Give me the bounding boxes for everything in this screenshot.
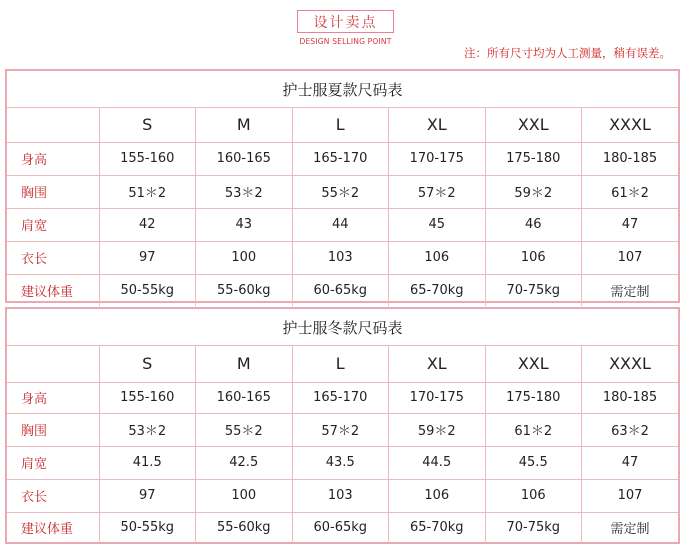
table-row [7, 274, 678, 306]
size-cell: S [99, 108, 196, 142]
table-cell: 44 [292, 208, 389, 241]
table-cell: 44.5 [389, 446, 486, 479]
table-cell: 55-60kg [196, 274, 293, 306]
table-cell: 160-165 [196, 382, 293, 413]
table-cell: 55-60kg [196, 512, 293, 543]
table-row [7, 175, 678, 208]
row-label: 建议体重 [7, 512, 99, 543]
table-row [7, 142, 678, 175]
table-row [7, 446, 678, 479]
size-cell: L [292, 346, 389, 382]
size-cell: XXXL [582, 108, 679, 142]
row-label: 肩宽 [7, 446, 99, 479]
table-cell: 100 [196, 479, 293, 512]
corner-cell [7, 108, 99, 142]
table-row [7, 208, 678, 241]
summer-size-table [5, 69, 680, 303]
table-title: 护士服冬款尺码表 [7, 309, 678, 346]
measurement-note: 注：所有尺寸均为人工测量，稍有误差。 [464, 46, 671, 60]
table-cell: 需定制 [582, 274, 679, 306]
table-cell: 47 [582, 446, 679, 479]
table-cell: 55＊2 [196, 413, 293, 446]
table-cell: 53＊2 [99, 413, 196, 446]
table-cell: 50-55kg [99, 274, 196, 306]
size-grid [7, 346, 678, 543]
row-label: 衣长 [7, 241, 99, 274]
table-cell: 103 [292, 479, 389, 512]
row-label: 胸围 [7, 413, 99, 446]
table-cell: 57＊2 [389, 175, 486, 208]
table-row [7, 512, 678, 543]
table-cell: 106 [485, 241, 582, 274]
size-header-row [7, 346, 678, 382]
table-cell: 57＊2 [292, 413, 389, 446]
row-label: 肩宽 [7, 208, 99, 241]
table-cell: 55＊2 [292, 175, 389, 208]
table-cell: 97 [99, 241, 196, 274]
table-title: 护士服夏款尺码表 [7, 71, 678, 108]
row-label: 衣长 [7, 479, 99, 512]
table-cell: 165-170 [292, 382, 389, 413]
size-cell: XL [389, 108, 486, 142]
table-cell: 106 [389, 479, 486, 512]
table-cell: 59＊2 [485, 175, 582, 208]
table-cell: 63＊2 [582, 413, 679, 446]
row-label: 身高 [7, 382, 99, 413]
table-cell: 100 [196, 241, 293, 274]
table-cell: 170-175 [389, 382, 486, 413]
table-cell: 180-185 [582, 142, 679, 175]
size-cell: XXL [485, 108, 582, 142]
table-cell: 41.5 [99, 446, 196, 479]
table-cell: 43.5 [292, 446, 389, 479]
table-cell: 165-170 [292, 142, 389, 175]
table-cell: 61＊2 [485, 413, 582, 446]
table-cell: 60-65kg [292, 274, 389, 306]
table-cell: 180-185 [582, 382, 679, 413]
section-heading: 设计卖点 [297, 10, 394, 33]
size-grid [7, 108, 678, 306]
table-cell: 53＊2 [196, 175, 293, 208]
table-cell: 155-160 [99, 142, 196, 175]
size-cell: M [196, 346, 293, 382]
table-cell: 170-175 [389, 142, 486, 175]
table-cell: 65-70kg [389, 274, 486, 306]
table-cell: 70-75kg [485, 274, 582, 306]
table-cell: 45 [389, 208, 486, 241]
table-cell: 160-165 [196, 142, 293, 175]
table-cell: 42.5 [196, 446, 293, 479]
table-cell: 需定制 [582, 512, 679, 543]
winter-size-table [5, 307, 680, 544]
table-cell: 155-160 [99, 382, 196, 413]
table-cell: 97 [99, 479, 196, 512]
size-cell: M [196, 108, 293, 142]
size-cell: XXXL [582, 346, 679, 382]
size-header-row [7, 108, 678, 142]
size-cell: L [292, 108, 389, 142]
table-cell: 65-70kg [389, 512, 486, 543]
size-cell: XXL [485, 346, 582, 382]
table-cell: 45.5 [485, 446, 582, 479]
table-cell: 175-180 [485, 142, 582, 175]
table-cell: 106 [485, 479, 582, 512]
table-cell: 61＊2 [582, 175, 679, 208]
row-label: 身高 [7, 142, 99, 175]
table-row [7, 382, 678, 413]
row-label: 建议体重 [7, 274, 99, 306]
table-cell: 107 [582, 241, 679, 274]
size-cell: S [99, 346, 196, 382]
table-cell: 43 [196, 208, 293, 241]
table-row [7, 479, 678, 512]
table-cell: 60-65kg [292, 512, 389, 543]
table-cell: 59＊2 [389, 413, 486, 446]
table-cell: 70-75kg [485, 512, 582, 543]
table-cell: 42 [99, 208, 196, 241]
table-cell: 103 [292, 241, 389, 274]
table-row [7, 413, 678, 446]
section-subheading: DESIGN SELLING POINT [299, 37, 392, 46]
table-cell: 107 [582, 479, 679, 512]
row-label: 胸围 [7, 175, 99, 208]
table-cell: 175-180 [485, 382, 582, 413]
table-cell: 46 [485, 208, 582, 241]
table-cell: 106 [389, 241, 486, 274]
corner-cell [7, 346, 99, 382]
table-cell: 47 [582, 208, 679, 241]
table-cell: 50-55kg [99, 512, 196, 543]
size-cell: XL [389, 346, 486, 382]
table-cell: 51＊2 [99, 175, 196, 208]
table-row [7, 241, 678, 274]
